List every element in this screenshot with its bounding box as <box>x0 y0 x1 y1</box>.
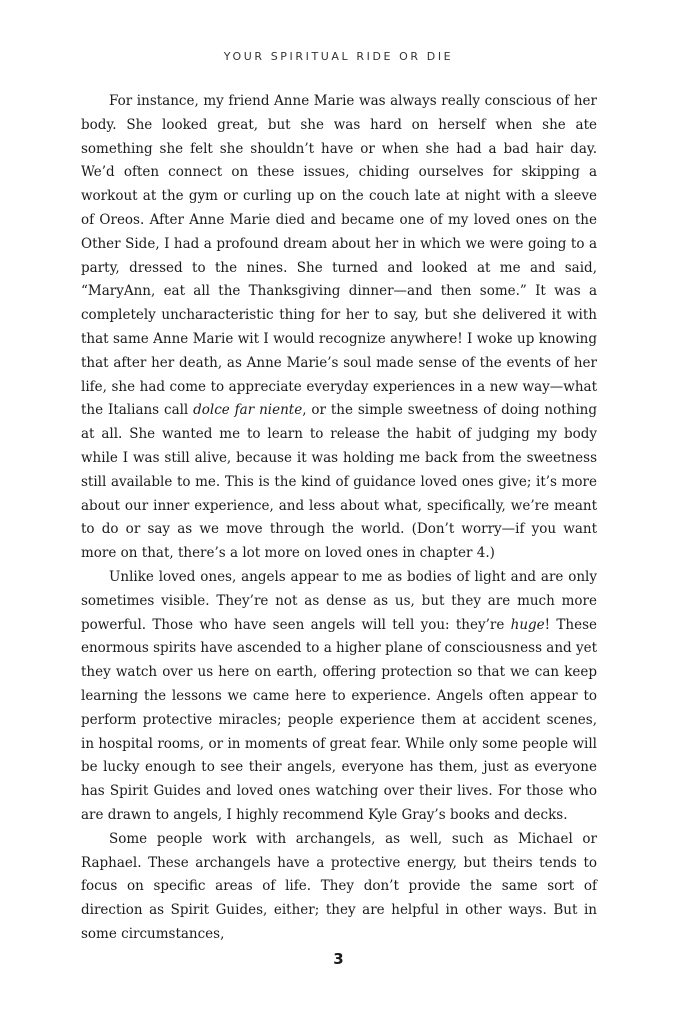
paragraph-text: , or the simple sweetness of doing nothing at all. She wanted me to learn to release the habit of judging my body while I was still alive, because it was holding me back from the sweetness still available to me. This is the kind of guidance loved ones give; it’s more about our inner experience, and less about what, specifically, we’re meant to do or say as we move through the world. (Don’t worry—if you want more on that, there’s a lot more on loved ones in chapter 4.) <box>81 402 598 562</box>
paragraph-anne-marie <box>81 90 597 566</box>
paragraph-text: For instance, my friend Anne Marie was always really conscious of her body. She looked great, but she was hard on herself when she ate something she felt she shouldn’t have or when she had a bad hair day. We’d often connect on these issues, chiding ourselves for skipping a workout at the gym or curling up on the couch late at night with a sleeve of Oreos. After Anne Marie died and became one of my loved ones on the Other Side, I had a profound dream about her in which we were going to a party, dressed to the nines. She turned and looked at me and said, “MaryAnn, eat all the Thanksgiving dinner—and then some.” It was a completely uncharacteristic thing for her to say, but she delivered it with that same Anne Marie wit I would recognize anywhere! I woke up knowing that after her death, as Anne Marie’s soul made sense of the events of her life, she had come to appreciate everyday experiences in a new way—what the Italians call <box>81 93 597 419</box>
italic-phrase: dolce far niente <box>193 402 303 419</box>
italic-word: huge <box>510 616 545 633</box>
paragraph-text: Unlike loved ones, angels appear to me as bodies of light and are only sometimes visible. They’re not as dense as us, but they are much more powerful. Those who have seen angels will tell you: they’re <box>81 568 597 633</box>
running-head: YOUR SPIRITUAL RIDE OR DIE <box>223 50 454 63</box>
page-number: 3 <box>333 950 344 968</box>
paragraph-text: Some people work with archangels, as well, such as Michael or Raphael. These archangels have a protective energy, but theirs tends to focus on specific areas of life. They don’t provide the same sort of direction as Spirit Guides, either; they are helpful in other ways. But in some circumstances, <box>81 830 597 942</box>
paragraph-text: ! These enormous spirits have ascended to a higher plane of consciousness and yet they watch over us here on earth, offering protection so that we can keep learning the lessons we came here to experience. Angels often appear to perform protective miracles; people experience them at accident scenes, in hospital rooms, or in moments of great fear. While only some people will be lucky enough to see their angels, everyone has them, just as everyone has Spirit Guides and loved ones watching over their lives. For those who are drawn to angels, I highly recommend Kyle Gray’s books and decks. <box>81 616 597 823</box>
paragraph-archangels <box>81 828 597 947</box>
body-text <box>81 90 597 947</box>
paragraph-angels <box>81 566 597 828</box>
